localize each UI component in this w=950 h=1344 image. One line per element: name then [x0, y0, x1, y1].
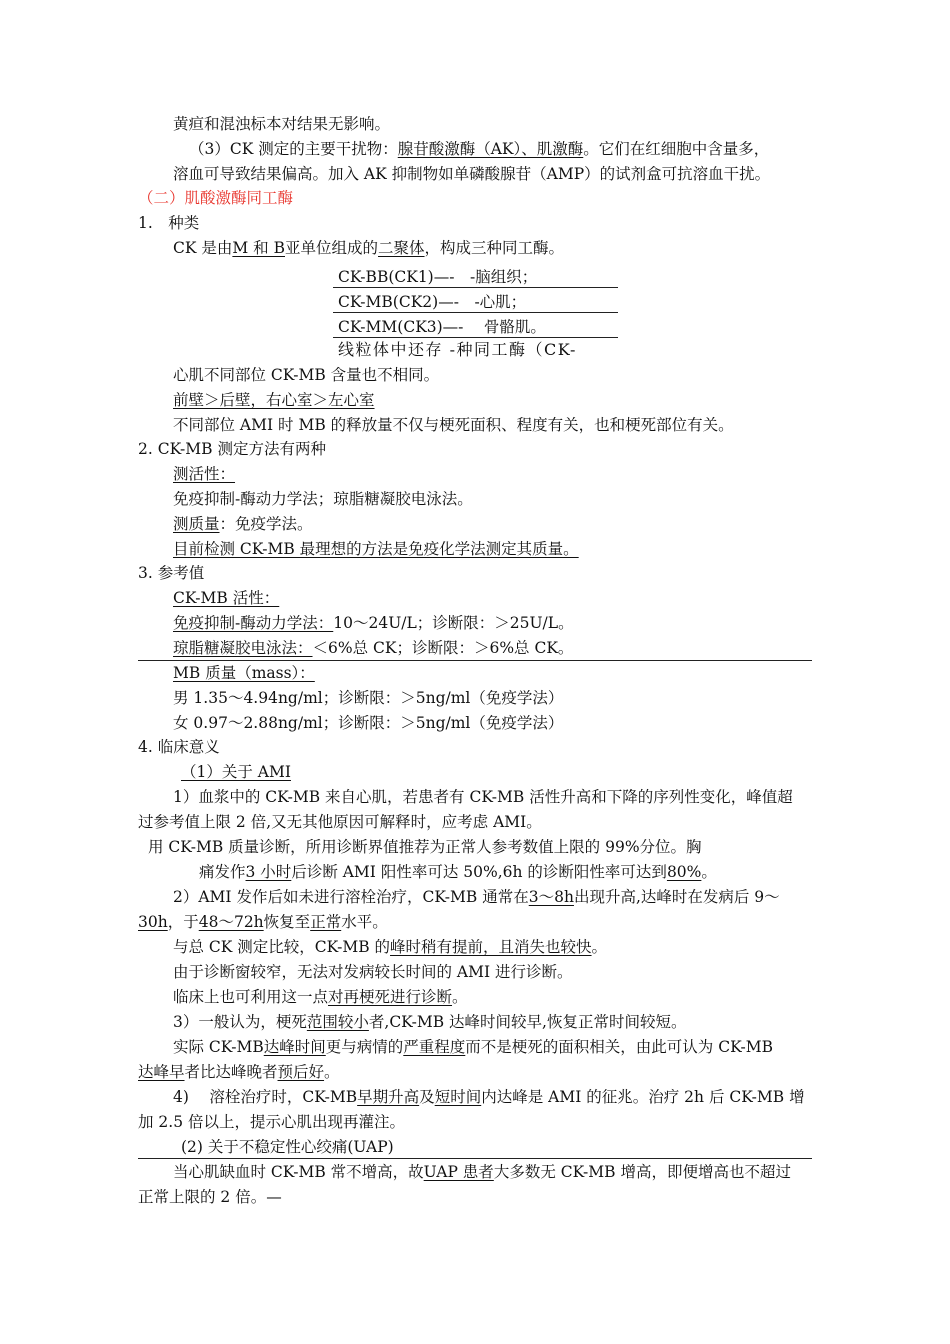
text-segment: 。	[452, 988, 468, 1006]
text-segment: 3）一般认为，梗死	[173, 1013, 307, 1031]
isoenzyme-item: CK-MM(CK3)—- 骨骼肌。	[338, 318, 546, 336]
section-heading: （二）肌酸激酶同工酶	[138, 189, 294, 207]
underlined-term: 测质量	[173, 515, 220, 533]
text-segment: CK 是由	[173, 239, 233, 257]
text-line: 用 CK-MB 质量诊断，所用诊断界值推荐为正常人参考数值上限的 99%分位。胸	[148, 838, 702, 856]
text-segment: 更与病情的	[325, 1038, 404, 1056]
text-line	[173, 1011, 686, 1033]
isoenzyme-item: CK-BB(CK1)—- -脑组织；	[338, 268, 538, 286]
text-segment: 大多数无 CK-MB 增高，即便增高也不超过	[493, 1163, 791, 1181]
text-segment: 。它们在红细胞中含量多，	[583, 140, 770, 158]
text-line: （1）关于 AMI	[181, 763, 291, 781]
text-line	[173, 936, 607, 958]
subsection-heading: 3. 参考值	[138, 564, 205, 582]
text-line: (2) 关于不稳定性心绞痛(UAP)	[181, 1138, 394, 1156]
text-line	[173, 1086, 805, 1108]
text-segment: 4) 溶栓治疗时，CK-MB	[173, 1088, 358, 1106]
text-segment: 而不是梗死的面积相关，由此可认为 CK-MB	[465, 1038, 774, 1056]
underlined-term: UAP 患者	[423, 1163, 494, 1181]
text-segment: 者,CK-MB 达峰时间较早,恢复正常时间较短。	[368, 1013, 687, 1031]
text-segment: 临床上也可利用这一点	[173, 988, 329, 1006]
underlined-term: 对再梗死进行诊断	[328, 988, 453, 1006]
isoenzyme-item: CK-MB(CK2)—- -心肌；	[338, 293, 527, 311]
text-segment: （3）CK 测定的主要干扰物：	[189, 140, 398, 158]
horizontal-rule	[138, 1158, 812, 1159]
text-segment: ：免疫学法。	[219, 515, 313, 533]
text-segment: 亚单位组成的	[285, 239, 379, 257]
text-line: 加 2.5 倍以上，提示心肌出现再灌注。	[138, 1113, 406, 1131]
underlined-term: 严重程度	[403, 1038, 466, 1056]
text-line: 前壁＞后壁，右心室＞左心室	[173, 391, 375, 409]
text-segment: ，于	[167, 913, 199, 931]
underlined-term: 达峰早	[138, 1063, 185, 1081]
underlined-term: 3～8h	[528, 888, 574, 906]
text-segment: 。	[591, 938, 608, 956]
text-line: 测活性：	[173, 465, 236, 483]
underlined-term: 琼脂糖凝胶电泳法：	[173, 639, 313, 657]
underlined-term: 早期升高	[357, 1088, 420, 1106]
underlined-term: 峰时稍有提前，且消失也较快	[390, 938, 592, 956]
text-segment: 恢复至	[263, 913, 311, 931]
underlined-term: 预后好	[277, 1063, 325, 1081]
text-line	[138, 911, 388, 933]
underlined-term: 腺苷酸激酶（AK）、肌激酶	[397, 140, 584, 158]
text-line: 1）血浆中的 CK-MB 来自心肌，若患者有 CK-MB 活性升高和下降的序列性变化，峰值超	[173, 788, 793, 806]
text-line: 女 0.97～2.88ng/ml；诊断限：＞5ng/ml（免疫学法）	[173, 714, 564, 732]
underlined-term: M 和 B	[232, 239, 285, 257]
underlined-term: 48～72h	[198, 913, 264, 931]
text-line: 目前检测 CK-MB 最理想的方法是免疫化学法测定其质量。	[173, 540, 579, 558]
underlined-term: 3 小时	[245, 863, 292, 881]
underlined-term: 范围较小	[306, 1013, 369, 1031]
table-rule	[333, 287, 618, 288]
text-segment: 实际 CK-MB	[173, 1038, 264, 1056]
text-line	[173, 986, 468, 1008]
subsection-heading: 4. 临床意义	[138, 738, 220, 756]
text-line: 黄疸和混浊标本对结果无影响。	[173, 115, 391, 133]
text-line: 由于诊断窗较窄，无法对发病较长时间的 AMI 进行诊断。	[173, 963, 573, 981]
text-line	[173, 237, 564, 259]
text-segment: 当心肌缺血时 CK-MB 常不增高，故	[173, 1163, 424, 1181]
text-segment: 痛发作	[199, 863, 246, 881]
text-line	[173, 513, 313, 535]
text-line: 正常上限的 2 倍。—	[138, 1188, 282, 1206]
text-line	[173, 1161, 791, 1183]
text-segment: 10～24U/L；诊断限：＞25U/L。	[333, 614, 574, 632]
text-segment: 者比达峰晚者	[184, 1063, 278, 1081]
text-line	[199, 861, 717, 883]
text-segment: 2）AMI 发作后如未进行溶栓治疗，CK-MB 通常在	[173, 888, 529, 906]
underlined-term: 达峰时间	[263, 1038, 326, 1056]
underlined-term: 短时间	[434, 1088, 482, 1106]
underlined-term: 80%	[666, 863, 702, 881]
text-segment: ＜6%总 CK；诊断限：＞6%总 CK。	[312, 639, 574, 657]
text-line: MB 质量（mass）：	[173, 664, 315, 682]
subsection-heading: 1. 种类	[138, 214, 200, 232]
text-segment: 。	[701, 863, 717, 881]
text-line: 男 1.35～4.94ng/ml；诊断限：＞5ng/ml（免疫学法）	[173, 689, 564, 707]
isoenzyme-item: 线粒体中还存 -种同工酶（CK-	[338, 340, 577, 359]
table-rule	[333, 337, 618, 338]
text-line: 溶血可导致结果偏高。加入 AK 抑制物如单磷酸腺苷（AMP）的试剂盒可抗溶血干扰。	[173, 165, 771, 183]
text-line	[173, 612, 574, 634]
underlined-term: 免疫抑制-酶动力学法：	[173, 614, 334, 632]
text-line	[138, 1061, 340, 1083]
text-line: 免疫抑制-酶动力学法；琼脂糖凝胶电泳法。	[173, 490, 473, 508]
text-line: CK-MB 活性：	[173, 589, 280, 607]
text-line	[173, 1036, 773, 1058]
text-line	[173, 637, 573, 659]
horizontal-rule	[138, 660, 812, 661]
text-segment: 水平。	[341, 913, 388, 931]
text-line: 心肌不同部位 CK-MB 含量也不相同。	[173, 366, 440, 384]
text-line	[173, 886, 780, 908]
text-segment: 及	[419, 1088, 435, 1106]
text-line: 过参考值上限 2 倍,又无其他原因可解释时，应考虑 AMI。	[138, 813, 542, 831]
text-segment: 内达峰是 AMI 的征兆。治疗 2h 后 CK-MB 增	[481, 1088, 805, 1106]
underlined-term: 30h	[138, 913, 168, 931]
underlined-term: 二聚体	[378, 239, 425, 257]
subsection-heading: 2. CK-MB 测定方法有两种	[138, 440, 326, 458]
text-segment: 与总 CK 测定比较，CK-MB 的	[173, 938, 391, 956]
text-line	[189, 138, 769, 160]
underlined-term: 正常	[310, 913, 342, 931]
text-segment: 后诊断 AMI 阳性率可达 50%,6h 的诊断阳性率可达到	[291, 863, 667, 881]
text-line: 不同部位 AMI 时 MB 的释放量不仅与梗死面积、程度有关，也和梗死部位有关。	[173, 416, 734, 434]
text-segment: 出现升高,达峰时在发病后 9～	[573, 888, 780, 906]
table-rule	[333, 312, 618, 313]
text-segment: 。	[324, 1063, 340, 1081]
text-segment: ，构成三种同工酶。	[424, 239, 565, 257]
